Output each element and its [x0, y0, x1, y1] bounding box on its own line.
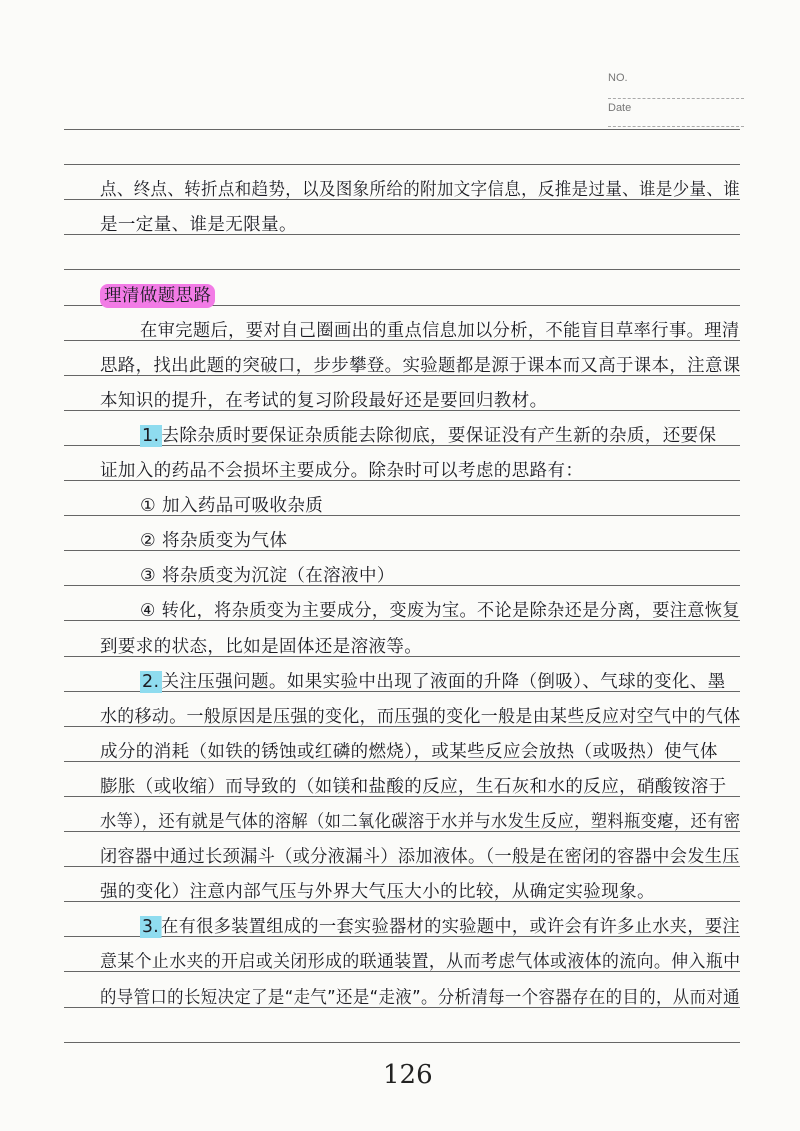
text-line: [100, 703, 740, 728]
text-line: [140, 668, 726, 693]
line-content: 关注压强问题。如果实验中出现了液面的升降（倒吸）、气球的变化、墨: [161, 671, 726, 692]
line-content: 去除杂质时要保证杂质能去除彻底，要保证没有产生新的杂质，还要保: [161, 425, 717, 446]
text-line: [140, 913, 740, 938]
line-content: ④ 转化，将杂质变为主要成分，变废为宝。不论是除杂还是分离，要注意恢复: [140, 601, 740, 622]
line-content: 点、终点、转折点和趋势，以及图象所给的附加文字信息，反推是过量、谁是少量、谁: [100, 180, 741, 201]
section-heading: [100, 282, 215, 307]
line-content: 思路，找出此题的突破口，步步攀登。实验题都是源于课本而又高于课本，注意课: [100, 355, 741, 376]
text-line: [100, 984, 740, 1009]
text-line: [100, 773, 727, 798]
text-line: [100, 457, 583, 482]
ruled-line: [64, 269, 740, 270]
line-content: 是一定量、谁是无限量。: [100, 215, 297, 236]
line-content: 成分的消耗（如铁的锈蚀或红磷的燃烧），或某些反应会放热（或吸热）使气体: [100, 741, 718, 762]
text-line: [140, 492, 323, 517]
text-line: [140, 562, 395, 587]
line-content: 本知识的提升，在考试的复习阶段最好还是要回归教材。: [100, 390, 548, 411]
item-number: 3.: [141, 917, 160, 938]
text-line: [100, 843, 740, 868]
text-line: [140, 597, 740, 622]
line-content: 强的变化）注意内部气压与外界大气压大小的比较，从确定实验现象。: [100, 882, 655, 903]
text-line: [140, 422, 716, 447]
line-content: 意某个止水夹的开启或关闭形成的联通装置，从而考虑气体或液体的流向。伸入瓶中: [100, 952, 741, 973]
text-line: [140, 527, 287, 552]
line-content: ① 加入药品可吸收杂质: [140, 496, 324, 517]
line-content: 在审完题后，要对自己圈画出的重点信息加以分析，不能盲目草率行事。理清: [140, 320, 740, 341]
heading-highlight: 理清做题思路: [100, 284, 215, 308]
text-line: [100, 633, 422, 658]
item-number: 2.: [142, 671, 160, 692]
text-line: [140, 317, 739, 342]
text-line: [100, 738, 718, 763]
line-content: 证加入的药品不会损坏主要成分。除杂时可以考虑的思路有：: [100, 461, 584, 481]
line-content: 在有很多装置组成的一套实验器材的实验题中，或许会有许多止水夹，要注: [161, 917, 740, 938]
text-line: [100, 387, 548, 412]
ruled-line: [64, 1042, 740, 1043]
line-content: 的导管口的长短决定了是“走气”还是“走液”。分析清每一个容器存在的目的，从而对通: [100, 987, 740, 1008]
no-field-line: [608, 98, 744, 99]
text-line: [100, 211, 297, 236]
item-number: 1.: [142, 425, 160, 446]
text-line: [100, 176, 740, 201]
page-number: 126: [383, 1060, 433, 1090]
line-content: 闭容器中通过长颈漏斗（或分液漏斗）添加液体。（一般是在密闭的容器中会发生压: [100, 847, 740, 868]
line-content: ③ 将杂质变为沉淀（在溶液中）: [140, 566, 395, 587]
line-content: 水的移动。一般原因是压强的变化，而压强的变化一般是由某些反应对空气中的气体: [100, 706, 741, 727]
line-content: 水等），还有就是气体的溶解（如二氧化碳溶于水并与水发生反应，塑料瓶变瘪，还有密: [100, 812, 741, 832]
no-label: NO.: [608, 72, 628, 84]
text-line: [100, 948, 740, 973]
date-field-line: [608, 126, 744, 127]
text-line: [100, 808, 740, 833]
line-content: ② 将杂质变为气体: [140, 531, 288, 552]
date-label: Date: [608, 102, 632, 114]
ruled-line: [64, 164, 740, 165]
text-line: [100, 352, 741, 377]
line-content: 到要求的状态，比如是固体还是溶液等。: [100, 636, 423, 657]
page-header: [608, 72, 748, 114]
line-content: 膨胀（或收缩）而导致的（如镁和盐酸的反应，生石灰和水的反应，硝酸铵溶于: [100, 776, 727, 797]
ruled-line: [64, 129, 740, 130]
text-line: [100, 878, 655, 903]
